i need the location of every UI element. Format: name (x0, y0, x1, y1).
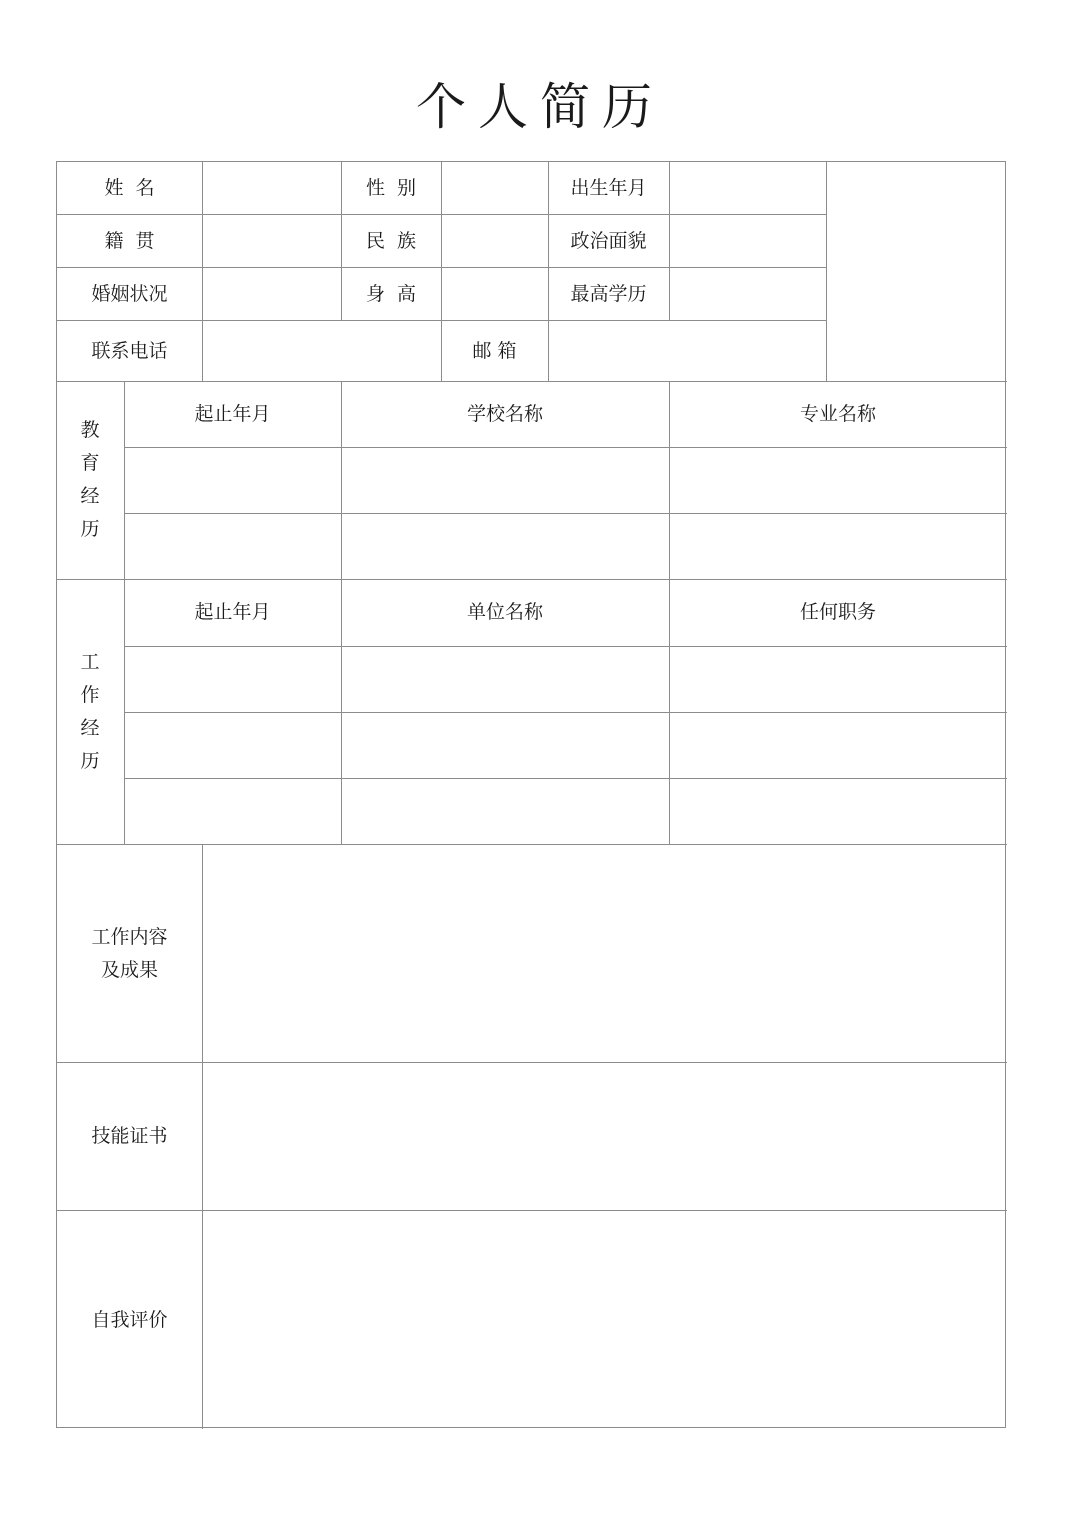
degree-label: 最高学历 (570, 282, 647, 305)
work-section-label: 工作经历 (80, 650, 100, 772)
email-value[interactable] (549, 321, 826, 381)
marital-label: 婚姻状况 (91, 282, 168, 305)
name-value[interactable] (203, 162, 341, 214)
ethnicity-value[interactable] (442, 215, 548, 267)
row-divider (124, 712, 1007, 713)
self-eval-label: 自我评价 (91, 1308, 168, 1331)
height-label: 身 高 (365, 282, 417, 305)
work-header-company: 单位名称 (466, 601, 543, 623)
education-header-major: 专业名称 (799, 402, 876, 425)
work-header-period: 起止年月 (194, 601, 271, 623)
political-label: 政治面貌 (570, 229, 647, 252)
political-value[interactable] (670, 215, 826, 267)
skills-content[interactable] (203, 1063, 1007, 1210)
phone-label: 联系电话 (91, 339, 168, 362)
birth-label: 出生年月 (570, 176, 647, 199)
phone-value[interactable] (203, 321, 441, 381)
achievements-content[interactable] (203, 845, 1007, 1062)
education-header-school: 学校名称 (466, 402, 543, 425)
birth-value[interactable] (670, 162, 826, 214)
resume-table (56, 161, 1006, 1428)
email-label: 邮 箱 (472, 339, 517, 362)
hometown-label: 籍 贯 (104, 229, 155, 252)
hometown-value[interactable] (203, 215, 341, 267)
name-label: 姓 名 (104, 176, 155, 199)
ethnicity-label: 民 族 (365, 229, 417, 252)
skills-label: 技能证书 (91, 1125, 168, 1147)
education-section-label: 教育经历 (80, 419, 100, 540)
gender-label: 性 别 (365, 176, 417, 199)
self-eval-content[interactable] (203, 1211, 1007, 1429)
row-divider (124, 646, 1007, 647)
row-divider (124, 778, 1007, 779)
degree-value[interactable] (670, 268, 826, 320)
row-divider (124, 447, 1007, 448)
work-header-position: 任何职务 (799, 601, 876, 623)
height-value[interactable] (442, 268, 548, 320)
gender-value[interactable] (442, 162, 548, 214)
row-divider (124, 513, 1007, 514)
achievements-label: 工作内容 及成果 (91, 925, 168, 981)
education-header-period: 起止年月 (194, 402, 271, 425)
page-title: 个人简历 (416, 78, 664, 136)
marital-value[interactable] (203, 268, 341, 320)
photo-area[interactable] (827, 162, 1007, 381)
